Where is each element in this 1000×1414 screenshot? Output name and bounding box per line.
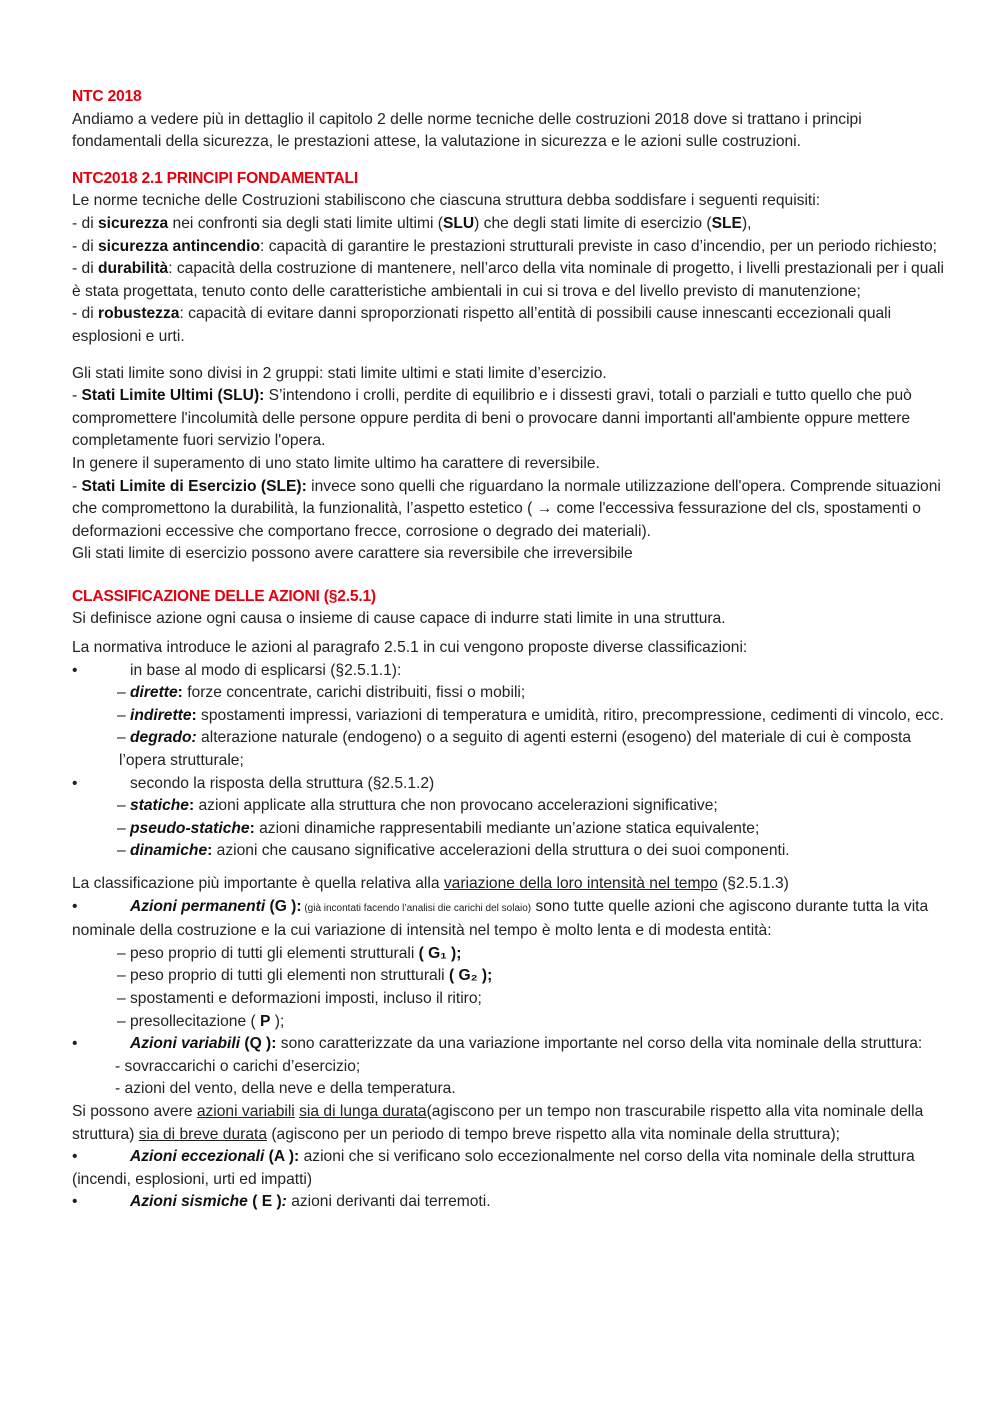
- requisito-sicurezza: - di sicurezza nei confronti sia degli stati limite ultimi (SLU) che degli stati limite di esercizio (SLE),: [72, 214, 752, 232]
- list-item-presollecitazione: – presollecitazione ( P );: [117, 1012, 285, 1030]
- paragraph-sle: - Stati Limite di Esercizio (SLE): invece sono quelli che riguardano la normale utilizzazione dell'opera. Comprende situazioni che compromettono la durabilità, la funzionalità, l’aspetto estetico ( → come l'eccessiva fessurazione del cls, spostamenti o deformazioni eccessive che comportano frecce, corrosione o degrado dei materiali).: [72, 477, 941, 540]
- paragraph-definizione: Si definisce azione ogni causa o insieme di cause capace di indurre stati limite in una struttura.: [72, 610, 726, 628]
- paragraph-normativa: La normativa introduce le azioni al paragrafo 2.5.1 in cui vengono proposte diverse classificazioni:: [72, 639, 748, 657]
- list-item-sovraccarichi: - sovraccarichi o carichi d’esercizio;: [115, 1057, 361, 1075]
- paragraph-classificazione-importante: La classificazione più importante è quella relativa alla variazione della loro intensità nel tempo (§2.5.1.3): [72, 875, 789, 892]
- requisito-robustezza: - di robustezza: capacità di evitare danni sproporzionati rispetto all’entità di possibili cause innescanti eccezionali quali esplosioni e urti.: [72, 305, 892, 345]
- paragraph-slu-note: In genere il superamento di uno stato limite ultimo ha carattere di reversibile.: [72, 454, 600, 472]
- document-page: [72, 86, 952, 1214]
- section-title-classificazione: CLASSIFICAZIONE DELLE AZIONI (§2.5.1): [72, 587, 376, 605]
- paragraph-sle-note: Gli stati limite di esercizio possono avere carattere sia reversibile che irreversibile: [72, 545, 633, 563]
- list-item-g2: – peso proprio di tutti gli elementi non strutturali ( G₂ );: [117, 967, 493, 985]
- list-item-azioni-sismiche: • Azioni sismiche ( E ): azioni derivanti dai terremoti.: [72, 1193, 491, 1211]
- list-item-statiche: – statiche: azioni applicate alla struttura che non provocano accelerazioni significative;: [117, 797, 718, 815]
- paragraph-slu: - Stati Limite Ultimi (SLU): S’intendono i crolli, perdite di equilibrio e i dissesti gravi, totali o parziali e tutto quello che può compromettere l'incolumità delle persone oppure perdita di beni o provocare danni importanti all'ambiente oppure mettere completamente fuori servizio l'opera.: [72, 387, 912, 450]
- section-title-ntc2018: NTC 2018: [72, 88, 142, 105]
- list-item-g1: – peso proprio di tutti gli elementi strutturali ( G₁ );: [117, 944, 462, 962]
- paragraph-durata: Si possono avere azioni variabili sia di lunga durata(agiscono per un tempo non trascurabile rispetto alla vita nominale della struttura) sia di breve durata (agiscono per un periodo di tempo breve rispetto alla vita nominale della struttura);: [72, 1102, 924, 1143]
- list-item-pseudo-statiche: – pseudo-statiche: azioni dinamiche rappresentabili mediante un’azione statica equivalente;: [117, 819, 760, 837]
- list-item-spostamenti: – spostamenti e deformazioni imposti, incluso il ritiro;: [117, 989, 482, 1007]
- list-item-degrado: – degrado: alterazione naturale (endogeno) o a seguito di agenti esterni (esogeno) del materiale di cui è composta l’opera strutturale;: [117, 729, 912, 770]
- list-item-vento-neve: - azioni del vento, della neve e della temperatura.: [115, 1080, 456, 1098]
- list-item-modo: • in base al modo di esplicarsi (§2.5.1.1):: [72, 661, 402, 679]
- list-item-risposta: • secondo la risposta della struttura (§2.5.1.2): [72, 774, 435, 792]
- paragraph-requisiti: Le norme tecniche delle Costruzioni stabiliscono che ciascuna struttura debba soddisfare i seguenti requisiti:: [72, 192, 821, 210]
- section-title-principi: NTC2018 2.1 PRINCIPI FONDAMENTALI: [72, 169, 358, 187]
- list-item-dinamiche: – dinamiche: azioni che causano significative accelerazioni della struttura o dei suoi componenti.: [117, 842, 790, 860]
- requisito-durabilita: - di durabilità: capacità della costruzione di mantenere, nell’arco della vita nominale di progetto, i livelli prestazionali per i quali è stata progettata, tenuto conto delle caratteristiche ambientali in cui si trova e del livello previsto di manutenzione;: [72, 260, 944, 300]
- requisito-antincendio: - di sicurezza antincendio: capacità di garantire le prestazioni strutturali previste in caso d’incendio, per un periodo richiesto;: [72, 237, 938, 255]
- list-item-azioni-variabili: • Azioni variabili (Q ): sono caratterizzate da una variazione importante nel corso della vita nominale della struttura:: [72, 1035, 923, 1053]
- list-item-azioni-permanenti: • Azioni permanenti (G ): (già incontati facendo l’analisi die carichi del solaio) sono tutte quelle azioni che agiscono durante tutta la vita nominale della costruzione e la cui variazione di intensità nel tempo è molto lenta e di modesta entità:: [72, 897, 929, 940]
- list-item-dirette: – dirette: forze concentrate, carichi distribuiti, fissi o mobili;: [117, 684, 526, 702]
- paragraph-intro: Andiamo a vedere più in dettaglio il capitolo 2 delle norme tecniche delle costruzioni 2018 dove si trattano i principi fondamentali della sicurezza, le prestazioni attese, la valutazione in sicurezza e le azioni sulle costruzioni.: [72, 110, 862, 151]
- list-item-azioni-eccezionali: • Azioni eccezionali (A ): azioni che si verificano solo eccezionalmente nel corso della vita nominale della struttura (incendi, esplosioni, urti ed impatti): [72, 1148, 915, 1188]
- list-item-indirette: – indirette: spostamenti impressi, variazioni di temperatura e umidità, ritiro, precompressione, cedimenti di vincolo, ecc.: [117, 706, 944, 724]
- paragraph-stati-limite: Gli stati limite sono divisi in 2 gruppi: stati limite ultimi e stati limite d’esercizio.: [72, 364, 607, 382]
